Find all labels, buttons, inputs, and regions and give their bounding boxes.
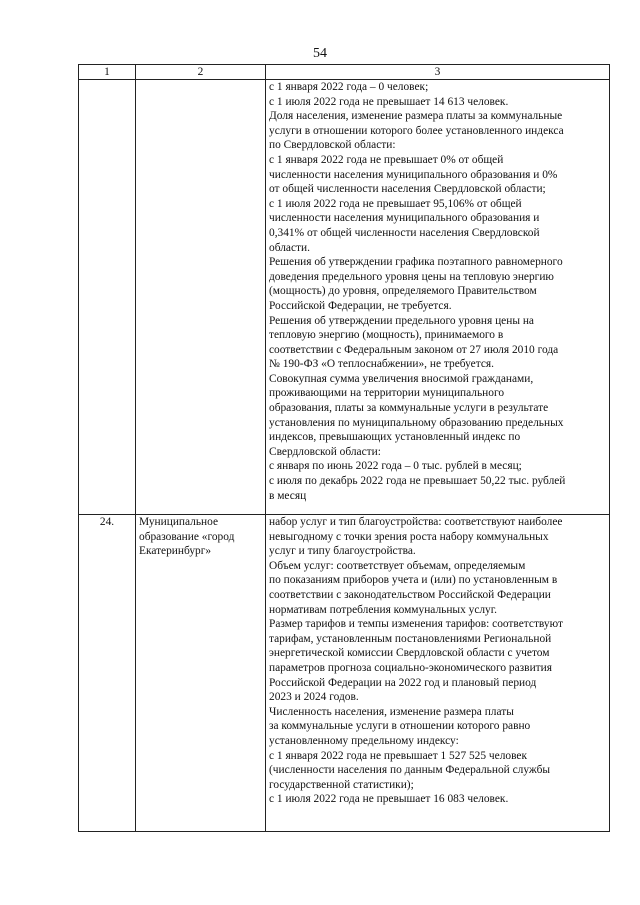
text-line: соответствии с Федеральным законом от 27 июля 2010 года — [269, 343, 559, 356]
text-line: установленному предельному индексу: — [269, 734, 459, 747]
text-line: 2023 и 2024 годов. — [269, 691, 359, 704]
text-line: с 1 января 2022 года не превышает 1 527 525 человек — [269, 749, 527, 762]
text-line: энергетической комиссии Свердловской области с учетом — [269, 647, 550, 660]
text-line: Совокупная сумма увеличения вносимой гражданами, — [269, 372, 534, 385]
text-line: Решения об утверждении графика поэтапного равномерного — [269, 256, 563, 269]
text-line: Размер тарифов и темпы изменения тарифов: соответствуют — [269, 618, 563, 631]
page-number: 54 — [313, 46, 327, 61]
text-line: (мощность) до уровня, определяемого Правительством — [269, 285, 537, 298]
column-header-1: 1 — [79, 65, 136, 80]
text-line: 0,341% от общей численности населения Свердловской — [269, 226, 540, 239]
document-table — [78, 64, 610, 832]
text-line: Объем услуг: соответствует объемам, определяемым — [269, 559, 526, 572]
text-line: за коммунальные услуги в отношении которого равно — [269, 720, 531, 733]
text-line: (численности населения по данным Федеральной службы — [269, 764, 551, 777]
text-line: Свердловской области: — [269, 445, 381, 458]
text-line: образование «город — [139, 530, 235, 543]
text-line: государственной статистики); — [269, 778, 414, 791]
row-content-cell — [266, 80, 610, 515]
text-line: с 1 июля 2022 года не превышает 95,106% от общей — [269, 197, 522, 210]
text-line: в месяц — [269, 489, 307, 502]
text-line: Российской Федерации на 2022 год и плановый период — [269, 676, 537, 689]
row-number-cell: 24. — [79, 515, 136, 832]
municipality-name-cell — [136, 80, 266, 515]
text-line: Доля населения, изменение размера платы за коммунальные — [269, 110, 563, 123]
text-line: Екатеринбург» — [139, 545, 212, 558]
text-line: доведения предельного уровня цены на тепловую энергию — [269, 270, 554, 283]
text-line: Решения об утверждении предельного уровня цены на — [269, 314, 534, 327]
text-line: невыгодному с точки зрения роста набору коммунальных — [269, 530, 549, 543]
row-number-cell — [79, 80, 136, 515]
text-line: численности населения муниципального образования и 0% — [269, 168, 558, 181]
text-line: установления по муниципальному образованию предельных — [269, 416, 564, 429]
text-line: параметров прогноза социально-экономического развития — [269, 661, 552, 674]
text-line: Муниципальное — [139, 516, 219, 528]
text-line: набор услуг и тип благоустройства: соответствуют наиболее — [269, 516, 563, 528]
row-content-cell — [266, 515, 610, 832]
table-row — [79, 80, 610, 515]
text-line: услуги в отношении которого более установленного индекса — [269, 124, 564, 137]
text-line: Российской Федерации, не требуется. — [269, 299, 452, 312]
text-line: образования, платы за коммунальные услуги в результате — [269, 402, 549, 415]
text-line: по показаниям приборов учета и (или) по установленным в — [269, 574, 558, 587]
text-line: с января по июнь 2022 года – 0 тыс. рублей в месяц; — [269, 460, 522, 473]
column-header-2: 2 — [136, 65, 266, 80]
text-line: с июля по декабрь 2022 года не превышает 50,22 тыс. рублей — [269, 475, 566, 488]
text-line: по Свердловской области: — [269, 139, 396, 152]
text-line: области. — [269, 241, 310, 254]
column-header-3: 3 — [266, 65, 610, 80]
text-line: тарифам, установленным постановлениями Региональной — [269, 632, 552, 645]
table-row — [79, 515, 610, 832]
municipality-name-cell — [136, 515, 266, 832]
text-line: с 1 января 2022 года не превышает 0% от общей — [269, 153, 504, 166]
text-line: услуг и типу благоустройства. — [269, 545, 416, 558]
text-line: с 1 июля 2022 года не превышает 16 083 человек. — [269, 793, 509, 806]
text-line: тепловую энергию (мощность), принимаемого в — [269, 329, 504, 342]
table-header-row — [79, 65, 610, 80]
text-line: проживающими на территории муниципального — [269, 387, 505, 400]
text-line: с 1 января 2022 года – 0 человек; — [269, 81, 429, 93]
text-line: соответствии с законодательством Российской Федерации — [269, 588, 551, 601]
text-line: с 1 июля 2022 года не превышает 14 613 человек. — [269, 95, 509, 108]
text-line: численности населения муниципального образования и — [269, 212, 540, 225]
text-line: нормативам потребления коммунальных услуг. — [269, 603, 497, 616]
text-line: индексов, превышающих установленный индекс по — [269, 431, 521, 444]
text-line: от общей численности населения Свердловской области; — [269, 183, 546, 196]
text-line: № 190-ФЗ «О теплоснабжении», не требуется. — [269, 358, 494, 371]
text-line: Численность населения, изменение размера платы — [269, 705, 514, 718]
